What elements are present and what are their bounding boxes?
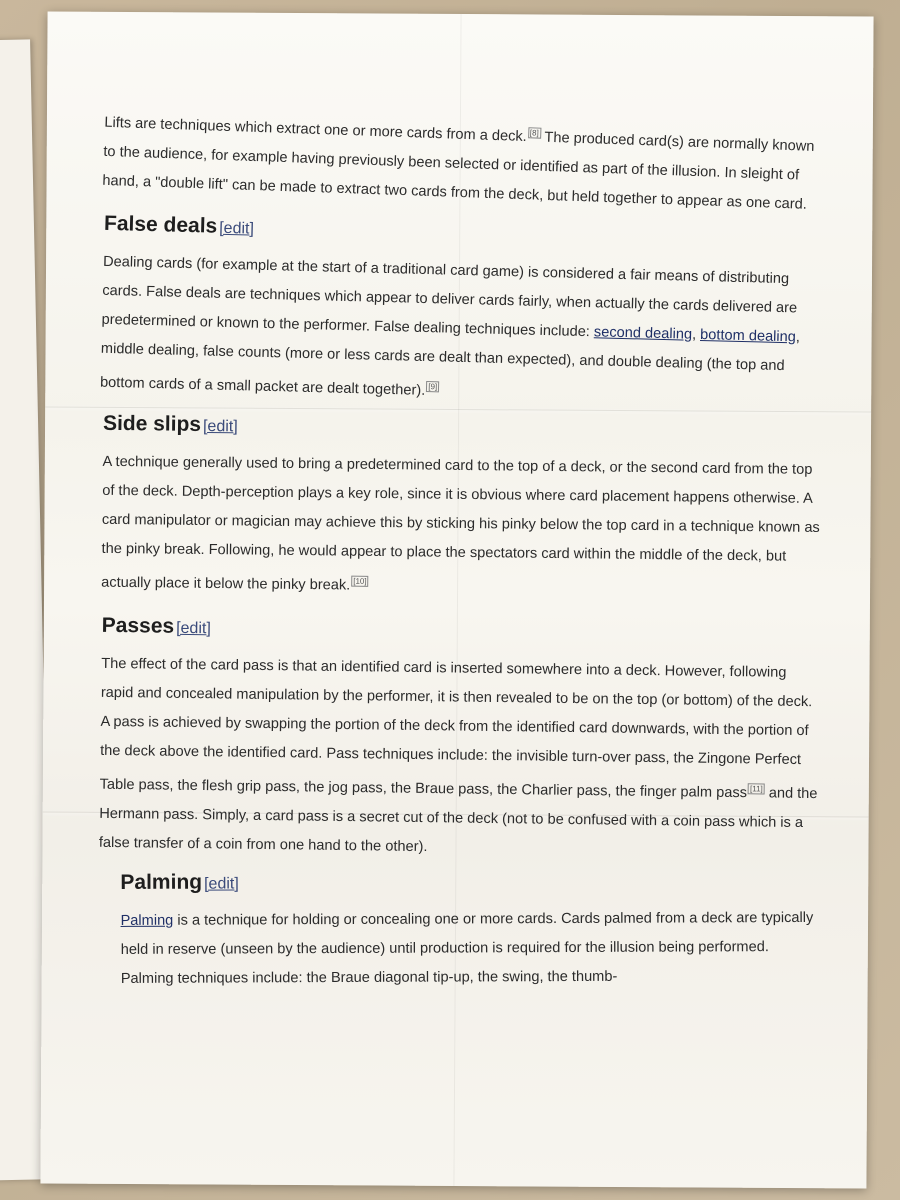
link-second-dealing[interactable]: second dealing <box>593 324 693 343</box>
heading-passes: Passes[ edit ] <box>102 613 822 646</box>
reference-10[interactable]: [10] <box>351 575 368 586</box>
link-bottom-dealing[interactable]: bottom dealing <box>699 326 797 346</box>
heading-palming: Palming[ edit ] <box>120 868 820 895</box>
section-side-slips <box>101 412 823 606</box>
heading-false-deals: False deals[ edit ] <box>104 212 824 254</box>
false-deals-paragraph: Dealing cards (for example at the start of a traditional card game) is considered a fair means of distributing cards. False deals are techniques which appear to deliver cards fairly, when actually the cards delivered are predetermined or known to the performer. False dealing techniques include: second dealing, bottom dealing, middle dealing, false counts (more or less cards are dealt than expected), and double dealing (the top and bottom cards of a small packet are dealt together). [9] <box>99 253 801 399</box>
reference-8[interactable]: [8] <box>528 127 541 138</box>
edit-link-passes[interactable]: [ edit ] <box>176 619 211 636</box>
edit-link-false-deals[interactable]: [ edit ] <box>219 220 254 238</box>
edit-link-side-slips[interactable]: [ edit ] <box>203 418 238 435</box>
palming-paragraph: Palming is a technique for holding or concealing one or more cards. Cards palmed from a deck are typically held in reserve (unseen by the audience) until production is required for the illusion being performed. Palming techniques include: the Braue diagonal tip-up, the swing, the thumb- <box>120 910 814 988</box>
side-slips-paragraph: A technique generally used to bring a predetermined card to the top of a deck, or the second card from the top of the deck. Depth-perception plays a key role, since it is obvious where card placement happens otherwise. A card manipulator or magician may achieve this by sticking his pinky below the top card in a technique known as the pinky break. Following, he would appear to place the spectators card within the middle of the deck, but actually place it below the pinky break. [10] <box>101 453 820 594</box>
section-palming <box>120 868 821 994</box>
reference-9[interactable]: [9] <box>426 381 439 392</box>
link-palming[interactable]: Palming <box>120 913 174 930</box>
edit-link-palming[interactable]: [ edit ] <box>204 876 239 893</box>
reference-11[interactable]: [11] <box>748 783 765 794</box>
passes-paragraph: The effect of the card pass is that an identified card is inserted somewhere into a deck. However, following rapid and concealed manipulation by the performer, it is then revealed to be on the top (or bottom) of the deck. A pass is achieved by swapping the portion of the deck from the identified card downwards, with the portion of the deck above the identified card. Pass techniques include: the invisible turn-over pass, the Zingone Perfect Table pass, the flesh grip pass, the jog pass, the Braue pass, the Charlier pass, the finger palm pass [11] and the Hermann pass. Simply, a card pass is a secret cut of the deck (not to be confused with a coin pass which is a false transfer of a coin from one hand to the other). <box>98 655 818 855</box>
heading-side-slips: Side slips[ edit ] <box>103 412 823 444</box>
section-passes <box>99 613 822 866</box>
article-body <box>100 104 825 999</box>
intro-paragraph: Lifts are techniques which extract one or more cards from a deck. [8] The produced card(s) are normally known to the audience, for example having previously been selected or identified as part of the illusion. In sleight of hand, a "double lift" can be made to extract two cards from the deck, but held together to appear as one card. <box>102 114 815 213</box>
section-false-deals <box>100 212 824 416</box>
printed-sheet <box>40 11 873 1188</box>
intro-section <box>102 104 825 220</box>
